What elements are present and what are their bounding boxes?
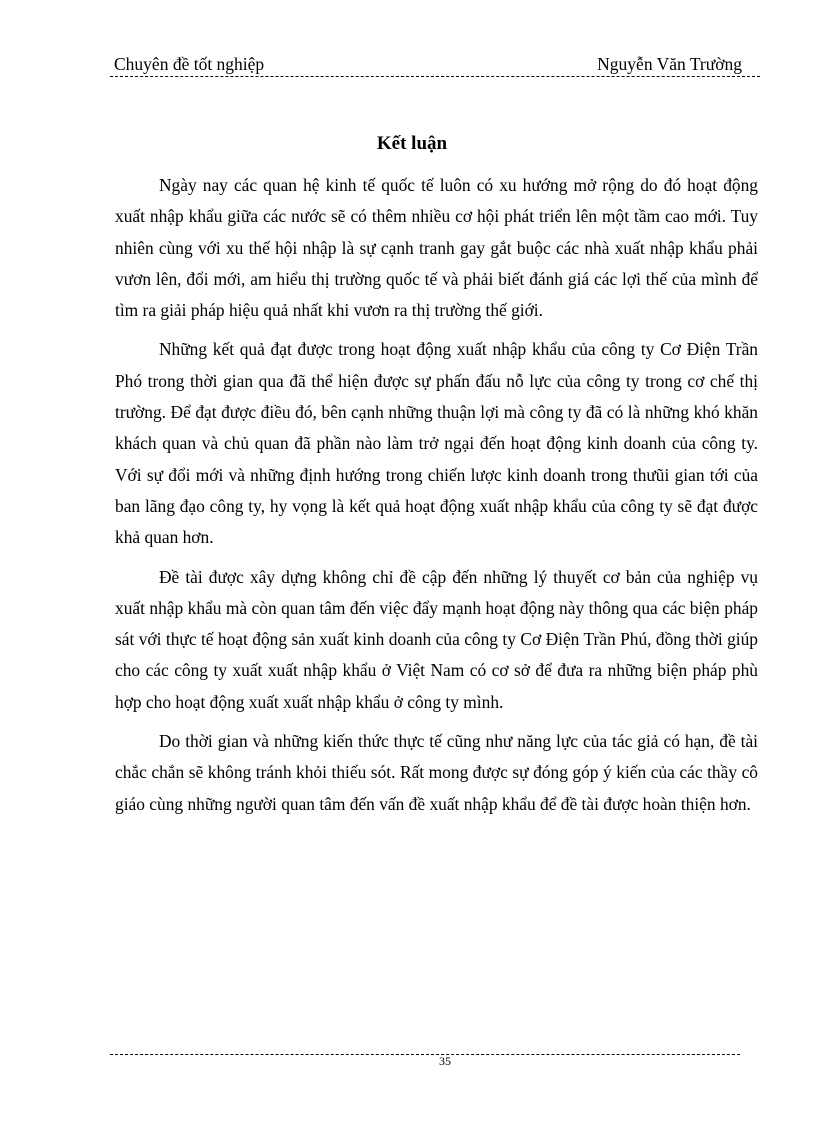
page-header bbox=[110, 53, 760, 75]
header-document-type: Chuyên đề tốt nghiệp bbox=[114, 54, 265, 74]
paragraph: Đề tài được xây dựng không chỉ đề cập đến những lý thuyết cơ bản của nghiệp vụ xuất nhập khẩu mà còn quan tâm đến việc đẩy mạnh hoạt động này thông qua các biện pháp sát với thực tế hoạt động sản xuất kinh doanh của công ty Cơ Điện Trần Phú, đồng thời giúp cho các công ty xuất xuất nhập khẩu ở Việt Nam có cơ sở để đưa ra những biện pháp phù hợp cho hoạt động xuất xuất nhập khẩu ở công ty mình. bbox=[115, 566, 758, 712]
page-number: 35 bbox=[439, 1054, 451, 1068]
header-divider bbox=[110, 76, 760, 77]
page-title: Kết luận bbox=[376, 133, 448, 154]
paragraph: Những kết quả đạt được trong hoạt động xuất nhập khẩu của công ty Cơ Điện Trần Phó trong thời gian qua đã thể hiện được sự phấn đấu nỗ lực của công ty trong cơ chế thị trường. Để đạt được điều đó, bên cạnh những thuận lợi mà công ty đã có là những khó khăn khách quan và chủ quan đã phần nào làm trở ngại đến hoạt động kinh doanh của công ty. Với sự đổi mới và những định hướng trong chiến lược kinh doanh trong thưũi gian tới của ban lãng đạo công ty, hy vọng là kết quả hoạt động xuất nhập khẩu của công ty sẽ đạt được khả quan hơn. bbox=[115, 339, 758, 548]
paragraph: Do thời gian và những kiến thức thực tế cũng như năng lực của tác giả có hạn, đề tài chắc chắn sẽ không tránh khỏi thiếu sót. Rất mong được sự đóng góp ý kiến của các thầy cô giáo cùng những người quan tâm đến vấn đề xuất nhập khẩu để đề tài được hoàn thiện hơn. bbox=[115, 731, 758, 814]
body-text bbox=[115, 170, 758, 828]
paragraph: Ngày nay các quan hệ kinh tế quốc tế luôn có xu hướng mở rộng do đó hoạt động xuất nhập khẩu giữa các nước sẽ có thêm nhiều cơ hội phát triển lên một tầm cao mới. Tuy nhiên cùng với xu thế hội nhập là sự cạnh tranh gay gắt buộc các nhà xuất nhập khẩu phải vươn lên, đổi mới, am hiểu thị trường quốc tế và phải biết đánh giá các lợi thế của mình để tìm ra giải pháp hiệu quả nhất khi vươn ra thị trường thế giới. bbox=[115, 175, 758, 321]
header-author-name: Nguyễn Văn Trường bbox=[597, 54, 742, 74]
